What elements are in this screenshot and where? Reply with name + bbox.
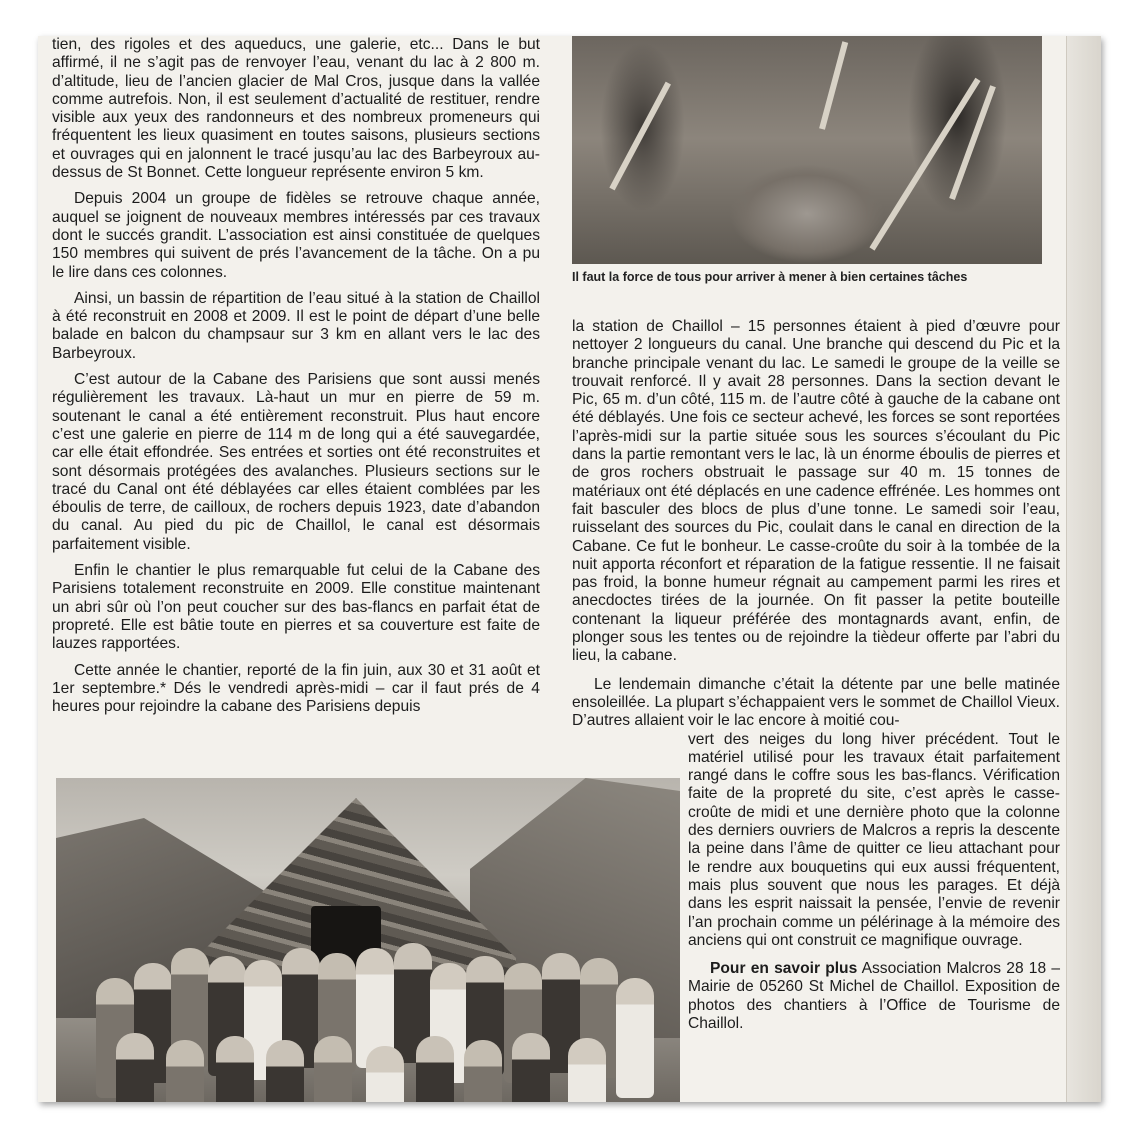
paragraph: Ainsi, un bassin de répartition de l’eau situé à la station de Chaillol à été reconstruit en 2008 et 2009. Il est le point de départ d’une belle balade en balcon du champsaur sur 3 km en allant vers le lac des Barbeyroux. — [52, 289, 540, 362]
more-info — [688, 960, 1060, 1033]
magazine-page — [38, 36, 1101, 1102]
paragraph: Cette année le chantier, reporté de la fin juin, aux 30 et 31 août et 1er septembre.* Dés le vendredi après-midi – car il faut prés de 4 heures pour rejoindre la cabane des Parisiens depuis — [52, 661, 540, 716]
adjacent-page-bleed — [1066, 36, 1101, 1102]
paragraph: Depuis 2004 un groupe de fidèles se retrouve chaque année, auquel se joignent de nouveaux membres intéressés par ces travaux dont le succés grandit. L’association est ainsi constituée de quelques 150 membres qui suivent de prés l’avancement de la tâche. On a pu le lire dans ces colonnes. — [52, 190, 540, 281]
paragraph: vert des neiges du long hiver précédent. Tout le matériel utilisé pour les travaux était parfaitement rangé dans le coffre sous les bas-flancs. Vérification faite de la propreté du site, c’est après le casse-croûte de midi et une dernière photo que la colonne des derniers ouvriers de Malcros a repris la descente la peine dans l’âme de quitter ce lieu attachant pour le rendre aux bouquetins qui eux aussi fréquentent, mais plus souvent que nous les parages. Et déjà dans les esprit naissait la pensée, l’envie de revenir l’an prochain comme un pélérinage à la mémoire des anciens qui ont construit ce magnifique ouvrage. — [688, 730, 1060, 949]
paragraph: la station de Chaillol – 15 personnes étaient à pied d’œuvre pour nettoyer 2 longueurs du canal. Une branche qui descend du Pic et la branche principale venant du lac. Le samedi le groupe de la veille se trouvait renforcé. Il y avait 28 personnes. Dans la section devant le Pic, 65 m. d’un côté, 115 m. de l’autre côté à gauche de la cabane ont été déblayés. Une fois ce secteur achevé, les forces se sont reportées l’après-midi sur la partie située sous les sources s’écoulant du Pic dans la partie remontant vers le lac, là un énorme éboulis de pierres et de gros rochers obstruait le passage sur 40 m. 15 tonnes de matériaux ont été déplacés en une cadence effrénée. Les hommes ont fait basculer des blocs de plus d’une tonne. Le samedi soir l’eau, ruisselant des sources du Pic, coulait dans le canal en direction de la Cabane. Ce fut le bonheur. Le casse-croûte du soir à la tombée de la nuit apporta réconfort et réparation de la fatigue ressentie. Il ne faisait pas froid, la bonne humeur régnait au campement parmi les rires et anecdoctes tirées de la journée. On fit passer la petite bouteille contenant la liqueur préférée des montagnards avant, enfin, de plonger sous les tentes ou de rejoindre la tièdeur offerte par l’abri du lieu, la cabane. — [572, 318, 1060, 665]
left-text-column — [52, 36, 540, 724]
paragraph: Le lendemain dimanche c’était la détente par une belle matinée ensoleillée. La plupart s’échappaient vers le sommet de Chaillol Vieux. D’autres allaient voir le lac encore à moitié cou- — [572, 675, 1060, 730]
more-info-text: Association Malcros 28 18 – Mairie de 05260 St Michel de Chaillol. Exposition de photos des chantiers à l’Office de Tourisme de Chaillol. — [688, 960, 1060, 1032]
more-info-label: Pour en savoir plus — [710, 960, 858, 978]
paragraph: tien, des rigoles et des aqueducs, une galerie, etc... Dans le but affirmé, il ne s’agit pas de renvoyer l’eau, venant du lac à 2 800 m. d’altitude, lieu de l’ancien glacier de Mal Cros, jusque dans la vallée comme autrefois. Non, il est seulement d’actualité de restituer, rendre visible aux yeux des randonneurs et des nombreux promeneurs qui fréquentent les lieux quasiment en toutes saisons, plusieurs sections et ouvrages qui en jalonnent le tracé jusqu’au lac des Barbeyroux au-dessus de St Bonnet. Cette longueur représente environ 5 km. — [52, 36, 540, 182]
paragraph: C’est autour de la Cabane des Parisiens que sont aussi menés régulièrement les travaux. Là-haut un mur en pierre de 59 m. soutenant le canal a été entièrement reconstruit. Plus haut encore c’est une galerie en pierre de 114 m de long qui a été sauvegardée, car elle était effondrée. Ses entrées et sorties ont été reconstruites et sont désormais protégées des avalanches. Plusieurs sections sur le tracé du Canal ont été déblayées car elles étaient comblées par les éboulis de terre, de cailloux, de rochers depuis 1923, date d’abandon du canal. Au pied du pic de Chaillol, le canal est désormais parfaitement visible. — [52, 371, 540, 553]
photo-caption: Il faut la force de tous pour arriver à mener à bien certaines tâches — [572, 270, 968, 284]
work-photo — [572, 36, 1042, 264]
paragraph: Enfin le chantier le plus remarquable fut celui de la Cabane des Parisiens totalement reconstruite en 2009. Elle constitue maintenant un abri sûr où l’on peut coucher sur des bas-flancs en parfait état de propreté. Elle est bâtie toute en pierres et sa couverture est faite de lauzes rapportées. — [52, 562, 540, 653]
group-photo — [56, 778, 680, 1102]
